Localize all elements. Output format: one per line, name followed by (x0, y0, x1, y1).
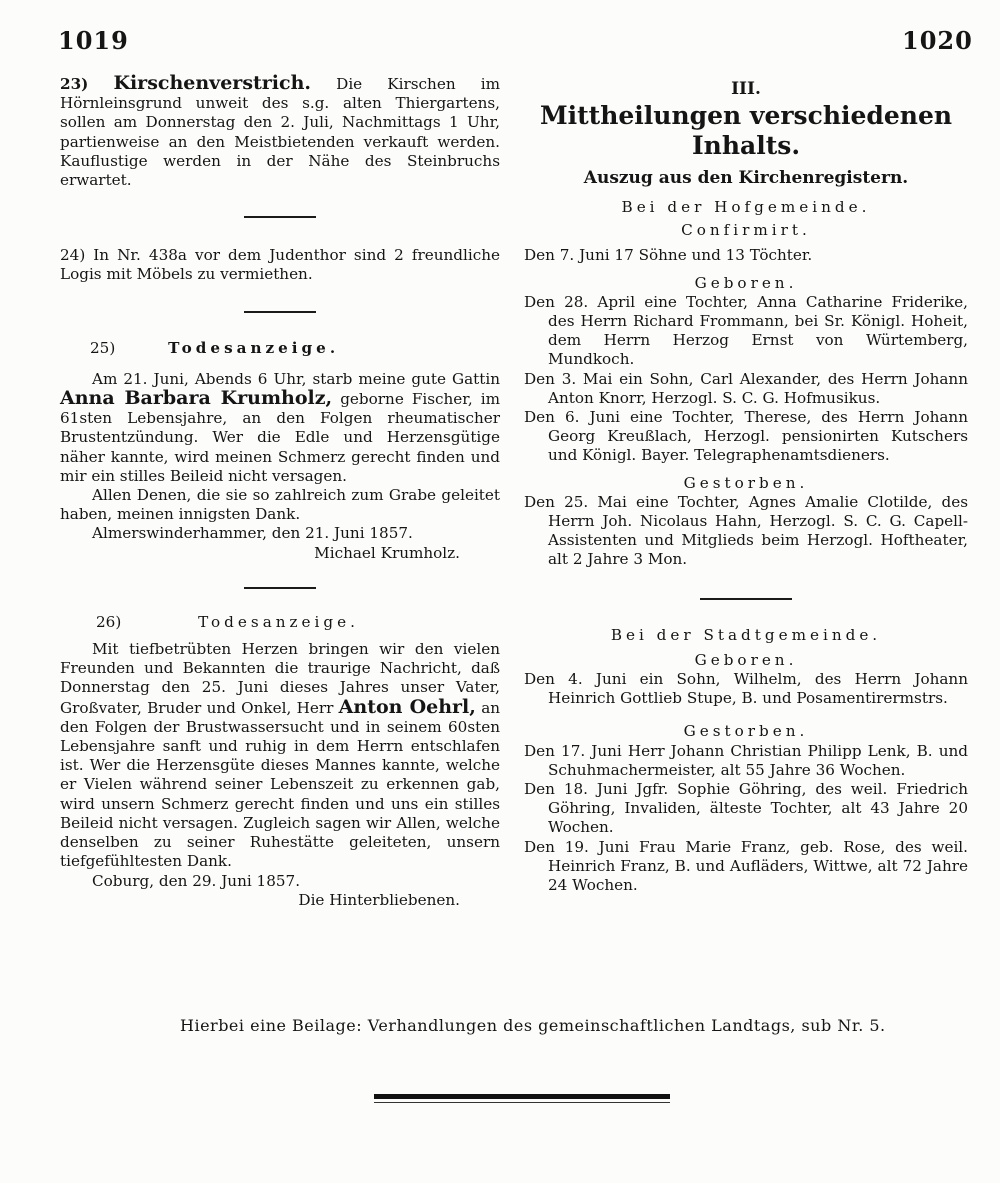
notice-26 (60, 613, 500, 910)
gestorben-list (524, 493, 968, 570)
confirmirt-text: Den 7. Juni 17 Söhne und 13 Töchter. (524, 246, 813, 265)
stadtgemeinde-section (524, 626, 968, 896)
footer-rule-thick (374, 1094, 670, 1099)
notice-text: 24) In Nr. 438a vor dem Judenthor sind 2 freundliche Logis mit Möbels zu vermiethen. (60, 246, 500, 284)
notice-number: 25) (90, 338, 116, 357)
page-number-right: 1020 (902, 26, 973, 55)
geboren-list (524, 670, 968, 708)
notice-title: Todesanzeige. (168, 338, 340, 357)
notice-number: 23) (60, 75, 89, 93)
notice-text-end: an den Folgen der Brustwassersucht und in seinem 60sten Lebensjahre sanft und ruhig in dem Herrn entschlafen ist. Wer die Herzensgüte dieses Mannes kannte, welche er Vielen während seiner Lebenszeit zu erkennen gab, wird unsern Schmerz gerecht finden und uns ein stilles Beileid nicht versagen. Zugleich sagen wir Allen, welche denselben zu seiner Ruhestätte geleiteten, unsern tiefgefühltesten Dank. (60, 698, 501, 871)
thanks-text: Allen Denen, die sie so zahlreich zum Grabe geleitet haben, meinen innigsten Dank. (60, 486, 500, 524)
register-entry: Den 28. April eine Tochter, Anna Catharine Friderike, des Herrn Richard Frommann, bei Sr. Königl. Hoheit, dem Herrn Herzog Ernst von Würtemberg, Mundkoch. (524, 292, 968, 369)
register-entry: Den 18. Juni Jgfr. Sophie Göhring, des weil. Friedrich Göhring, Invaliden, älteste Tochter, alt 43 Jahre 20 Wochen. (524, 780, 968, 837)
signature: Die Hinterbliebenen. (298, 890, 460, 909)
gestorben-heading: Gestorben. (683, 722, 809, 741)
notice-text-start: Mit tiefbetrübten Herzen bringen wir den vielen Freunden und Bekannten die traurige Nachricht, daß Donnerstag den 25. Juni dieses Jahres unser Vater, Großvater, Bruder und Onkel, Herr (60, 640, 500, 717)
register-entry: Den 17. Juni Herr Johann Christian Philipp Lenk, B. und Schuhmachermeister, alt 55 Jahre 36 Wochen. (524, 741, 968, 779)
register-entry: Den 19. Juni Frau Marie Franz, geb. Rose, des weil. Heinrich Franz, B. und Aufläders, Wittwe, alt 72 Jahre 24 Wochen. (524, 837, 968, 895)
notice-title: Todesanzeige. (198, 612, 359, 631)
section-number: III. (731, 79, 761, 99)
section-subtitle: Auszug aus den Kirchenregistern. (583, 168, 909, 188)
geboren-list (524, 293, 968, 466)
place-date: Almerswinderhammer, den 21. Juni 1857. (92, 524, 413, 543)
notice-number: 26) (96, 612, 122, 631)
deceased-name: Anna Barbara Krumholz, (60, 387, 333, 410)
deceased-name: Anton Oehrl, (338, 695, 476, 718)
beilage-note: Hierbei eine Beilage: Verhandlungen des gemeinschaftlichen Landtags, sub Nr. 5. (180, 1016, 886, 1035)
register-entry: Den 25. Mai eine Tochter, Agnes Amalie Clotilde, des Herrn Joh. Nicolaus Hahn, Herzogl. S. C. G. Capell-Assistenten und Mitglieds beim Herzogl. Hoftheater, alt 2 Jahre 3 Mon. (524, 492, 968, 569)
separator (244, 311, 316, 313)
notice-text: Die Kirschen im Hörnleinsgrund unweit des s.g. alten Thiergartens, sollen am Donnerstag den 2. Juli, Nachmittags 1 Uhr, partienweise an den Meistbietenden verkauft werden. Kauflustige werden in der Nähe des Steinbruchs erwartet. (60, 75, 500, 190)
notice-title: Kirschenverstrich. (113, 72, 312, 94)
notice-24 (60, 246, 500, 284)
left-column (60, 72, 500, 912)
separator (700, 598, 792, 600)
register-entry: Den 4. Juni ein Sohn, Wilhelm, des Herrn Johann Heinrich Gottlieb Stupe, B. und Posamentirermstrs. (524, 670, 968, 708)
notice-23 (60, 74, 500, 190)
right-column (524, 72, 968, 895)
confirmirt-heading: Confirmirt. (681, 221, 811, 240)
geboren-heading: Geboren. (694, 650, 798, 669)
parish-heading: Bei der Hofgemeinde. (621, 198, 871, 216)
hofgemeinde-section (524, 198, 968, 570)
footer-rule (374, 1094, 670, 1103)
geboren-heading: Geboren. (694, 273, 798, 292)
gestorben-list (524, 742, 968, 896)
notice-25 (60, 339, 500, 563)
place-date: Coburg, den 29. Juni 1857. (92, 871, 301, 890)
register-entry: Den 6. Juni eine Tochter, Therese, des Herrn Johann Georg Kreußlach, Herzogl. pensionirten Kutschers und Königl. Bayer. Telegraphenamtsdieners. (524, 408, 968, 465)
register-entry: Den 3. Mai ein Sohn, Carl Alexander, des Herrn Johann Anton Knorr, Herzogl. S. C. G. Hofmusikus. (524, 369, 968, 407)
separator (244, 587, 316, 589)
section-title: Mittheilungen verschiedenen Inhalts. (539, 101, 953, 160)
footer-rule-thin (374, 1102, 670, 1103)
parish-heading: Bei der Stadtgemeinde. (610, 625, 882, 644)
page-number-left: 1019 (58, 26, 129, 55)
notice-text-end: geborne Fischer, im 61sten Lebensjahre, an den Folgen rheumatischer Brustentzündung. Wer die Edle und Herzensgütige näher kannte, wird meinen Schmerz gerecht finden und mir ein stilles Beileid nicht versagen. (60, 390, 501, 485)
notice-text-start: Am 21. Juni, Abends 6 Uhr, starb meine gute Gattin (92, 369, 500, 388)
gestorben-heading: Gestorben. (683, 473, 809, 492)
signature: Michael Krumholz. (314, 543, 460, 562)
separator (244, 216, 316, 218)
